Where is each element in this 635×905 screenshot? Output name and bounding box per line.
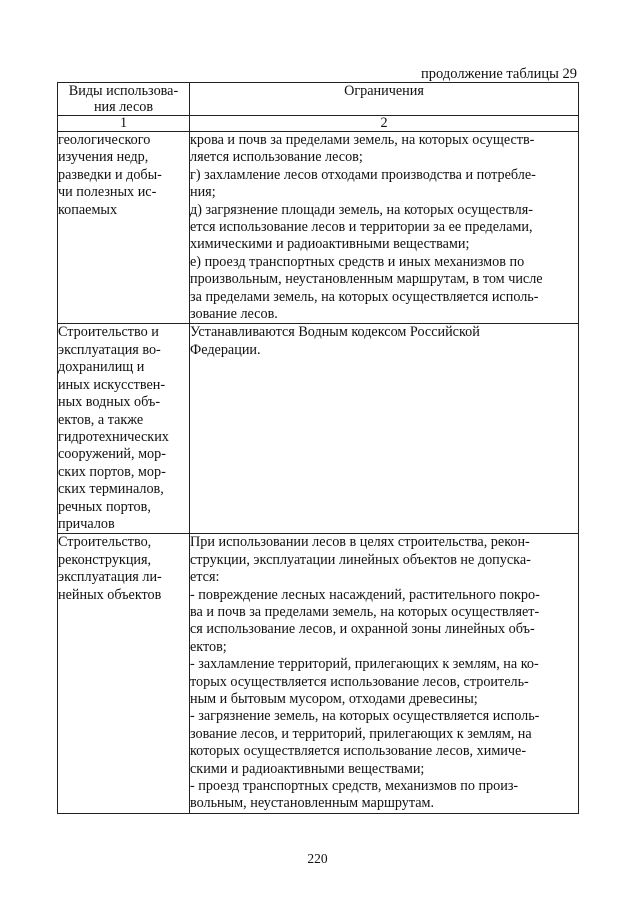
column-number-2: 2	[190, 116, 579, 132]
cell-line: изучения недр,	[58, 149, 149, 166]
cell-line: копаемых	[58, 201, 118, 218]
table-row	[58, 132, 579, 324]
cell-line: химическими и радиоактивными веществами;	[190, 236, 470, 253]
table-row	[58, 324, 579, 534]
restrictions-cell	[190, 534, 579, 814]
cell-line: вольным, неустановленным маршрутам.	[190, 795, 435, 812]
cell-line: Федерации.	[190, 341, 261, 358]
cell-line: дохранилищ и	[58, 359, 145, 376]
cell-line: эксплуатация ли-	[58, 569, 162, 586]
header-restrictions: Ограничения	[190, 83, 579, 116]
cell-line: ектов;	[190, 638, 227, 655]
cell-line: - проезд транспортных средств, механизмов по произ-	[190, 778, 519, 795]
cell-line: струкции, эксплуатации линейных объектов не допуска-	[190, 551, 531, 568]
header-forest-use-types	[58, 83, 190, 116]
cell-line: речных портов,	[58, 498, 151, 515]
cell-line: ется:	[190, 569, 220, 586]
cell-line: ляется использование лесов;	[190, 149, 363, 166]
cell-line: скими и радиоактивными веществами;	[190, 760, 425, 777]
cell-line: ным и бытовым мусором, отходами древесины;	[190, 691, 478, 707]
cell-line: эксплуатация во-	[58, 341, 161, 358]
cell-line: гидротехнических	[58, 428, 169, 445]
page-number: 220	[307, 851, 328, 866]
cell-line: - захламление территорий, прилегающих к землям, на ко-	[190, 656, 539, 673]
cell-line: которых осуществляется использование лесов, химиче-	[190, 743, 527, 760]
cell-line: разведки и добы-	[58, 166, 162, 183]
restrictions-cell	[190, 132, 579, 324]
cell-line: Строительство,	[58, 534, 152, 551]
cell-line: реконструкция,	[58, 551, 152, 568]
cell-line: г) захламление лесов отходами производства и потребле-	[190, 166, 536, 183]
cell-line: торых осуществляется использование лесов, строитель-	[190, 673, 529, 690]
restrictions-table	[57, 82, 579, 814]
table-continuation-caption: продолжение таблицы 29	[421, 66, 577, 82]
cell-line: крова и почв за пределами земель, на которых осуществ-	[190, 132, 535, 148]
forest-use-type-cell	[58, 534, 190, 814]
cell-line: зование лесов, и территорий, прилегающих к землям, на	[190, 725, 532, 742]
header-col1-line: ния лесов	[93, 99, 154, 115]
cell-line: ектов, а также	[58, 411, 144, 428]
column-number-1: 1	[58, 116, 190, 132]
cell-line: ных водных объ-	[58, 394, 161, 411]
cell-line: ских портов, мор-	[58, 463, 166, 480]
cell-line: ется использование лесов и территории за ее пределами,	[190, 219, 533, 236]
forest-use-type-cell	[58, 132, 190, 324]
cell-line: нейных объектов	[58, 586, 162, 603]
cell-line: При использовании лесов в целях строительства, рекон-	[190, 534, 530, 551]
cell-line: - загрязнение земель, на которых осуществляется исполь-	[190, 708, 540, 725]
cell-line: е) проезд транспортных средств и иных механизмов по	[190, 253, 525, 270]
cell-line: иных искусствен-	[58, 376, 166, 393]
table-header-row	[58, 83, 579, 116]
cell-line: - повреждение лесных насаждений, растительного покро-	[190, 586, 540, 603]
table-row	[58, 534, 579, 814]
cell-line: произвольным, неустановленным маршрутам, в том числе	[190, 271, 543, 288]
column-numbers-row	[58, 116, 579, 132]
cell-line: зование лесов.	[190, 306, 278, 323]
cell-line: ских терминалов,	[58, 481, 164, 498]
cell-line: д) загрязнение площади земель, на которых осуществля-	[190, 201, 533, 218]
cell-line: ся использование лесов, и охранной зоны линейных объ-	[190, 621, 535, 638]
cell-line: Строительство и	[58, 324, 159, 341]
cell-line: сооружений, мор-	[58, 446, 166, 463]
cell-line: геологического	[58, 132, 151, 148]
cell-line: чи полезных ис-	[58, 184, 157, 201]
header-col1-line: Виды использова-	[68, 83, 179, 99]
cell-line: причалов	[58, 515, 115, 532]
cell-line: Устанавливаются Водным кодексом Российской	[190, 324, 480, 341]
forest-use-type-cell	[58, 324, 190, 534]
cell-line: ва и почв за пределами земель, на которых осуществляет-	[190, 603, 540, 620]
cell-line: за пределами земель, на которых осуществляется исполь-	[190, 288, 539, 305]
cell-line: ния;	[190, 184, 216, 201]
restrictions-cell	[190, 324, 579, 534]
